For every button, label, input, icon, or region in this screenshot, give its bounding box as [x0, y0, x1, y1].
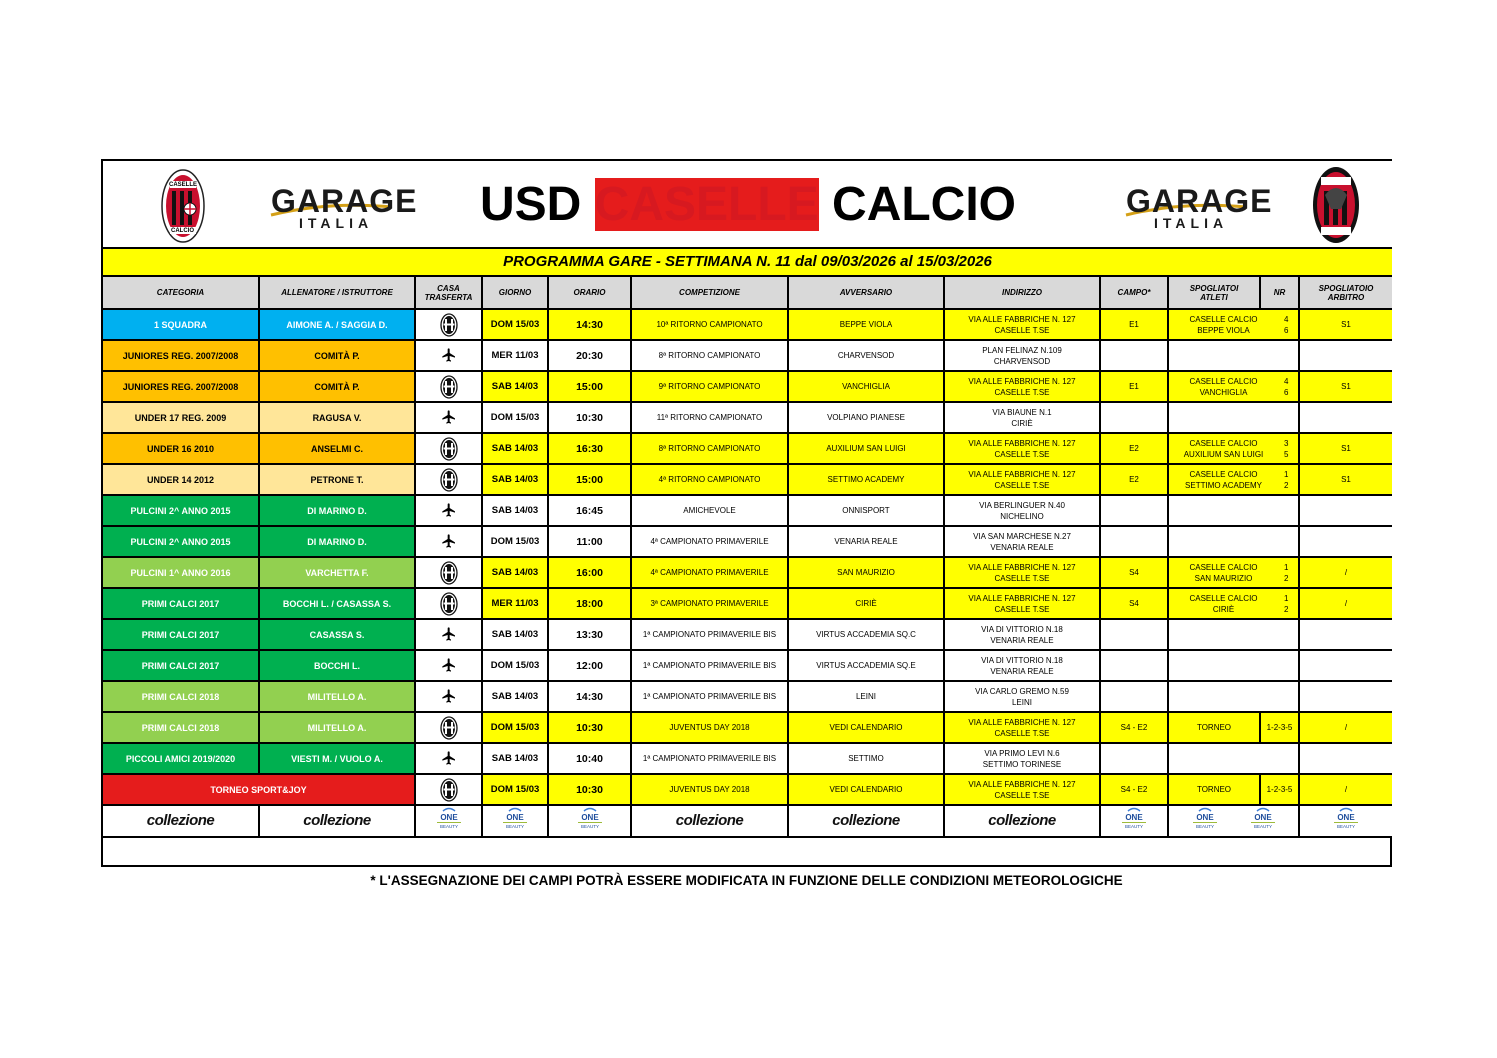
day-cell: SAB 14/03 — [482, 371, 548, 402]
field-cell: E2 — [1100, 433, 1168, 464]
time-cell: 12:00 — [548, 650, 631, 681]
table-row — [103, 309, 1392, 340]
home-away-cell — [415, 464, 482, 495]
day-cell: DOM 15/03 — [482, 309, 548, 340]
field-cell: E1 — [1100, 371, 1168, 402]
referee-locker-cell: / — [1299, 588, 1392, 619]
opponent-cell: VEDI CALENDARIO — [788, 712, 944, 743]
coach-cell: COMITÀ P. — [259, 340, 415, 371]
collezione-logo: collezione — [788, 805, 944, 837]
table-row — [103, 526, 1392, 557]
category-cell: JUNIORES REG. 2007/2008 — [103, 371, 259, 402]
coach-cell: AIMONE A. / SAGGIA D. — [259, 309, 415, 340]
opponent-cell: VIRTUS ACCADEMIA SQ.E — [788, 650, 944, 681]
coach-cell: COMITÀ P. — [259, 371, 415, 402]
svg-text:BEAUTY: BEAUTY — [1336, 823, 1356, 829]
competition-cell: AMICHEVOLE — [631, 495, 788, 526]
address-cell: VIA ALLE FABBRICHE N. 127 CASELLE T.SE — [944, 433, 1100, 464]
table-row — [103, 464, 1392, 495]
category-cell: PRIMI CALCI 2018 — [103, 681, 259, 712]
coach-cell: DI MARINO D. — [259, 495, 415, 526]
garage-italia-logo-right — [1124, 181, 1273, 233]
one-beauty-icon — [1119, 807, 1149, 831]
category-cell: UNDER 16 2010 — [103, 433, 259, 464]
svg-text:ONE: ONE — [1253, 812, 1272, 822]
competition-cell: 4ª CAMPIONATO PRIMAVERILE — [631, 557, 788, 588]
table-row — [103, 371, 1392, 402]
svg-text:BEAUTY: BEAUTY — [1253, 823, 1272, 829]
coach-cell: MILITELLO A. — [259, 712, 415, 743]
referee-locker-cell: S1 — [1299, 433, 1392, 464]
sponsor-word: GARAGE — [271, 183, 418, 219]
home-crest-icon — [440, 468, 458, 492]
home-away-cell — [415, 774, 482, 805]
time-cell: 11:00 — [548, 526, 631, 557]
sponsor-word: GARAGE — [1126, 183, 1273, 219]
category-cell: PRIMI CALCI 2018 — [103, 712, 259, 743]
address-cell: VIA ALLE FABBRICHE N. 127 CASELLE T.SE — [944, 309, 1100, 340]
table-row — [103, 495, 1392, 526]
day-cell: DOM 15/03 — [482, 650, 548, 681]
time-cell: 20:30 — [548, 340, 631, 371]
time-cell: 15:00 — [548, 464, 631, 495]
collezione-logo: collezione — [103, 805, 259, 837]
home-away-cell — [415, 619, 482, 650]
one-beauty-logo — [415, 805, 482, 837]
crest-bottom-text: CALCIO — [171, 228, 194, 234]
time-cell: 10:30 — [548, 402, 631, 433]
address-cell: VIA DI VITTORIO N.18 VENARIA REALE — [944, 619, 1100, 650]
competition-cell: 9ª RITORNO CAMPIONATO — [631, 371, 788, 402]
day-cell: DOM 15/03 — [482, 402, 548, 433]
table-row — [103, 433, 1392, 464]
page-title: USD CASELLE CALCIO — [479, 178, 1017, 231]
locker-cell: CASELLE CALCIO VANCHIGLIA 4 6 — [1168, 371, 1299, 402]
coach-cell: VARCHETTA F. — [259, 557, 415, 588]
address-cell: VIA SAN MARCHESE N.27 VENARIA REALE — [944, 526, 1100, 557]
opponent-cell: CHARVENSOD — [788, 340, 944, 371]
col-spogliatoi: SPOGLIATOI ATLETI — [1168, 277, 1260, 309]
address-cell: PLAN FELINAZ N.109 CHARVENSOD — [944, 340, 1100, 371]
field-cell: S4 - E2 — [1100, 774, 1168, 805]
competition-cell: 1ª CAMPIONATO PRIMAVERILE BIS — [631, 743, 788, 774]
day-cell: DOM 15/03 — [482, 774, 548, 805]
one-beauty-icon — [1190, 807, 1220, 831]
address-cell: VIA BERLINGUER N.40 NICHELINO — [944, 495, 1100, 526]
airplane-icon — [441, 347, 457, 363]
table-header — [103, 277, 1392, 309]
collezione-logo: collezione — [944, 805, 1100, 837]
col-competizione: COMPETIZIONE — [631, 277, 788, 309]
category-cell: UNDER 14 2012 — [103, 464, 259, 495]
one-beauty-logo — [482, 805, 548, 837]
one-beauty-icon — [1331, 807, 1361, 831]
table-row — [103, 681, 1392, 712]
home-away-cell — [415, 526, 482, 557]
field-cell — [1100, 650, 1168, 681]
opponent-cell: VOLPIANO PIANESE — [788, 402, 944, 433]
home-away-cell — [415, 495, 482, 526]
competition-cell: 11ª RITORNO CAMPIONATO — [631, 402, 788, 433]
category-cell: PRIMI CALCI 2017 — [103, 588, 259, 619]
field-cell: S4 - E2 — [1100, 712, 1168, 743]
home-crest-icon — [440, 778, 458, 802]
opponent-cell: SETTIMO — [788, 743, 944, 774]
col-indirizzo: INDIRIZZO — [944, 277, 1100, 309]
category-cell: UNDER 17 REG. 2009 — [103, 402, 259, 433]
time-cell: 16:30 — [548, 433, 631, 464]
category-cell: TORNEO SPORT&JOY — [103, 774, 415, 805]
table-row — [103, 557, 1392, 588]
svg-text:BEAUTY: BEAUTY — [580, 823, 599, 829]
coach-cell: BOCCHI L. — [259, 650, 415, 681]
coach-cell: PETRONE T. — [259, 464, 415, 495]
home-crest-icon — [440, 716, 458, 740]
home-away-cell — [415, 433, 482, 464]
address-cell: VIA BIAUNE N.1 CIRIÈ — [944, 402, 1100, 433]
airplane-icon — [441, 533, 457, 549]
address-cell: VIA ALLE FABBRICHE N. 127 CASELLE T.SE — [944, 712, 1100, 743]
opponent-cell: VIRTUS ACCADEMIA SQ.C — [788, 619, 944, 650]
referee-locker-cell — [1299, 681, 1392, 712]
field-cell: S4 — [1100, 588, 1168, 619]
competition-cell: 4ª CAMPIONATO PRIMAVERILE — [631, 526, 788, 557]
competition-cell: 1ª CAMPIONATO PRIMAVERILE BIS — [631, 681, 788, 712]
garage-italia-logo — [269, 181, 418, 233]
category-cell: JUNIORES REG. 2007/2008 — [103, 340, 259, 371]
referee-locker-cell: / — [1299, 712, 1392, 743]
category-cell: PULCINI 1^ ANNO 2016 — [103, 557, 259, 588]
opponent-cell: SETTIMO ACADEMY — [788, 464, 944, 495]
svg-text:ONE: ONE — [439, 812, 458, 822]
locker-cell: TORNEO — [1168, 712, 1260, 743]
address-cell: VIA ALLE FABBRICHE N. 127 CASELLE T.SE — [944, 371, 1100, 402]
home-away-cell — [415, 650, 482, 681]
time-cell: 15:00 — [548, 371, 631, 402]
day-cell: MER 11/03 — [482, 588, 548, 619]
address-cell: VIA ALLE FABBRICHE N. 127 CASELLE T.SE — [944, 774, 1100, 805]
sponsor-sub: ITALIA — [299, 215, 374, 231]
locker-cell: CASELLE CALCIO SAN MAURIZIO 1 2 — [1168, 557, 1299, 588]
col-nr: NR — [1260, 277, 1299, 309]
day-cell: SAB 14/03 — [482, 743, 548, 774]
referee-locker-cell — [1299, 495, 1392, 526]
field-cell: E2 — [1100, 464, 1168, 495]
table-row — [103, 619, 1392, 650]
home-away-cell — [415, 712, 482, 743]
time-cell: 18:00 — [548, 588, 631, 619]
col-arbitro: SPOGLIATOIO ARBITRO — [1299, 277, 1392, 309]
opponent-cell: CIRIÈ — [788, 588, 944, 619]
competition-cell: 3ª CAMPIONATO PRIMAVERILE — [631, 588, 788, 619]
svg-text:ONE: ONE — [506, 812, 524, 822]
locker-cell — [1168, 743, 1299, 774]
address-cell: VIA DI VITTORIO N.18 VENARIA REALE — [944, 650, 1100, 681]
one-beauty-logo — [548, 805, 631, 837]
time-cell: 16:00 — [548, 557, 631, 588]
collezione-logo: collezione — [631, 805, 788, 837]
referee-locker-cell — [1299, 340, 1392, 371]
table-row — [103, 650, 1392, 681]
field-cell — [1100, 495, 1168, 526]
referee-locker-cell — [1299, 743, 1392, 774]
club-crest-eagle-icon — [1311, 165, 1361, 245]
competition-cell: 1ª CAMPIONATO PRIMAVERILE BIS — [631, 619, 788, 650]
referee-locker-cell: S1 — [1299, 309, 1392, 340]
locker-cell: CASELLE CALCIO CIRIÈ 1 2 — [1168, 588, 1299, 619]
home-away-cell — [415, 557, 482, 588]
schedule-sheet — [101, 159, 1392, 867]
time-cell: 13:30 — [548, 619, 631, 650]
competition-cell: 4ª RITORNO CAMPIONATO — [631, 464, 788, 495]
field-cell: S4 — [1100, 557, 1168, 588]
referee-locker-cell — [1299, 619, 1392, 650]
locker-cell: CASELLE CALCIO AUXILIUM SAN LUIGI 3 5 — [1168, 433, 1299, 464]
locker-cell — [1168, 402, 1299, 433]
home-away-cell — [415, 340, 482, 371]
address-cell: VIA PRIMO LEVI N.6 SETTIMO TORINESE — [944, 743, 1100, 774]
table-row — [103, 774, 1392, 805]
home-away-cell — [415, 588, 482, 619]
one-beauty-logo-pair — [1168, 805, 1299, 837]
day-cell: DOM 15/03 — [482, 712, 548, 743]
header — [103, 161, 1392, 249]
category-cell: PULCINI 2^ ANNO 2015 — [103, 495, 259, 526]
referee-locker-cell — [1299, 650, 1392, 681]
home-crest-icon — [440, 375, 458, 399]
opponent-cell: SAN MAURIZIO — [788, 557, 944, 588]
svg-text:BEAUTY: BEAUTY — [439, 823, 458, 829]
col-orario: ORARIO — [548, 277, 631, 309]
day-cell: SAB 14/03 — [482, 495, 548, 526]
svg-text:BEAUTY: BEAUTY — [1195, 823, 1214, 829]
col-allenatore: ALLENATORE / ISTRUTTORE — [259, 277, 415, 309]
time-cell: 10:30 — [548, 774, 631, 805]
locker-cell — [1168, 619, 1299, 650]
svg-text:BEAUTY: BEAUTY — [1124, 823, 1144, 829]
address-cell: VIA ALLE FABBRICHE N. 127 CASELLE T.SE — [944, 588, 1100, 619]
coach-cell: RAGUSA V. — [259, 402, 415, 433]
one-beauty-icon — [434, 807, 464, 831]
opponent-cell: VEDI CALENDARIO — [788, 774, 944, 805]
nr-cell: 1-2-3-5 — [1260, 774, 1299, 805]
competition-cell: 8ª RITORNO CAMPIONATO — [631, 433, 788, 464]
competition-cell: JUVENTUS DAY 2018 — [631, 774, 788, 805]
one-beauty-icon — [575, 807, 605, 831]
airplane-icon — [441, 502, 457, 518]
address-cell: VIA ALLE FABBRICHE N. 127 CASELLE T.SE — [944, 557, 1100, 588]
opponent-cell: AUXILIUM SAN LUIGI — [788, 433, 944, 464]
one-beauty-icon — [1248, 807, 1278, 831]
day-cell: SAB 14/03 — [482, 619, 548, 650]
one-beauty-logo — [1299, 805, 1392, 837]
col-avversario: AVVERSARIO — [788, 277, 944, 309]
day-cell: DOM 15/03 — [482, 526, 548, 557]
locker-cell — [1168, 526, 1299, 557]
airplane-icon — [441, 750, 457, 766]
referee-locker-cell — [1299, 526, 1392, 557]
sponsor-sub: ITALIA — [1154, 215, 1229, 231]
category-cell: PRIMI CALCI 2017 — [103, 650, 259, 681]
weather-note: * L'ASSEGNAZIONE DEI CAMPI POTRÀ ESSERE MODIFICATA IN FUNZIONE DELLE CONDIZIONI METEOROLOGICHE — [370, 873, 1123, 888]
home-away-cell — [415, 371, 482, 402]
category-cell: PULCINI 2^ ANNO 2015 — [103, 526, 259, 557]
time-cell: 14:30 — [548, 309, 631, 340]
referee-locker-cell: / — [1299, 557, 1392, 588]
opponent-cell: BEPPE VIOLA — [788, 309, 944, 340]
collezione-logo: collezione — [259, 805, 415, 837]
nr-cell: 1-2-3-5 — [1260, 712, 1299, 743]
coach-cell: CASASSA S. — [259, 619, 415, 650]
sponsor-footer — [103, 805, 1392, 837]
locker-cell — [1168, 681, 1299, 712]
svg-text:BEAUTY: BEAUTY — [505, 823, 525, 829]
home-crest-icon — [440, 313, 458, 337]
time-cell: 10:30 — [548, 712, 631, 743]
home-away-cell — [415, 309, 482, 340]
field-cell: E1 — [1100, 309, 1168, 340]
home-crest-icon — [440, 561, 458, 585]
competition-cell: 1ª CAMPIONATO PRIMAVERILE BIS — [631, 650, 788, 681]
svg-text:ONE: ONE — [1195, 812, 1214, 822]
address-cell: VIA CARLO GREMO N.59 LEINI — [944, 681, 1100, 712]
competition-cell: 8ª RITORNO CAMPIONATO — [631, 340, 788, 371]
field-cell — [1100, 681, 1168, 712]
week-banner: PROGRAMMA GARE - SETTIMANA N. 11 dal 09/03/2026 al 15/03/2026 — [103, 249, 1392, 277]
home-away-cell — [415, 681, 482, 712]
category-cell: PRIMI CALCI 2017 — [103, 619, 259, 650]
coach-cell: ANSELMI C. — [259, 433, 415, 464]
day-cell: MER 11/03 — [482, 340, 548, 371]
coach-cell: VIESTI M. / VUOLO A. — [259, 743, 415, 774]
opponent-cell: ONNISPORT — [788, 495, 944, 526]
locker-cell: CASELLE CALCIO SETTIMO ACADEMY 1 2 — [1168, 464, 1299, 495]
airplane-icon — [441, 626, 457, 642]
col-categoria: CATEGORIA — [103, 277, 259, 309]
opponent-cell: VENARIA REALE — [788, 526, 944, 557]
field-cell — [1100, 340, 1168, 371]
col-giorno: GIORNO — [482, 277, 548, 309]
airplane-icon — [441, 657, 457, 673]
address-cell: VIA ALLE FABBRICHE N. 127 CASELLE T.SE — [944, 464, 1100, 495]
locker-cell — [1168, 495, 1299, 526]
opponent-cell: LEINI — [788, 681, 944, 712]
referee-locker-cell: S1 — [1299, 464, 1392, 495]
col-casa: CASA TRASFERTA — [415, 277, 482, 309]
home-crest-icon — [440, 592, 458, 616]
table-row — [103, 588, 1392, 619]
opponent-cell: VANCHIGLIA — [788, 371, 944, 402]
coach-cell: BOCCHI L. / CASASSA S. — [259, 588, 415, 619]
field-cell — [1100, 619, 1168, 650]
svg-text:ONE: ONE — [1337, 812, 1355, 822]
competition-cell: 10ª RITORNO CAMPIONATO — [631, 309, 788, 340]
home-away-cell — [415, 743, 482, 774]
schedule-table — [103, 277, 1392, 838]
time-cell: 10:40 — [548, 743, 631, 774]
svg-text:ONE: ONE — [580, 812, 599, 822]
locker-cell: TORNEO — [1168, 774, 1260, 805]
referee-locker-cell — [1299, 402, 1392, 433]
time-cell: 16:45 — [548, 495, 631, 526]
table-row — [103, 743, 1392, 774]
locker-cell — [1168, 650, 1299, 681]
airplane-icon — [441, 688, 457, 704]
category-cell: 1 SQUADRA — [103, 309, 259, 340]
table-row — [103, 402, 1392, 433]
day-cell: SAB 14/03 — [482, 557, 548, 588]
day-cell: SAB 14/03 — [482, 433, 548, 464]
category-cell: PICCOLI AMICI 2019/2020 — [103, 743, 259, 774]
svg-text:ONE: ONE — [1125, 812, 1143, 822]
day-cell: SAB 14/03 — [482, 681, 548, 712]
airplane-icon — [441, 409, 457, 425]
one-beauty-logo — [1100, 805, 1168, 837]
locker-cell: CASELLE CALCIO BEPPE VIOLA 4 6 — [1168, 309, 1299, 340]
coach-cell: DI MARINO D. — [259, 526, 415, 557]
field-cell — [1100, 402, 1168, 433]
home-away-cell — [415, 402, 482, 433]
field-cell — [1100, 743, 1168, 774]
locker-cell — [1168, 340, 1299, 371]
time-cell: 14:30 — [548, 681, 631, 712]
coach-cell: MILITELLO A. — [259, 681, 415, 712]
table-row — [103, 340, 1392, 371]
one-beauty-icon — [500, 807, 530, 831]
referee-locker-cell: / — [1299, 774, 1392, 805]
competition-cell: JUVENTUS DAY 2018 — [631, 712, 788, 743]
day-cell: SAB 14/03 — [482, 464, 548, 495]
referee-locker-cell: S1 — [1299, 371, 1392, 402]
table-row — [103, 712, 1392, 743]
home-crest-icon — [440, 437, 458, 461]
field-cell — [1100, 526, 1168, 557]
crest-top-text: CASELLE — [169, 182, 198, 188]
col-campo: CAMPO* — [1100, 277, 1168, 309]
